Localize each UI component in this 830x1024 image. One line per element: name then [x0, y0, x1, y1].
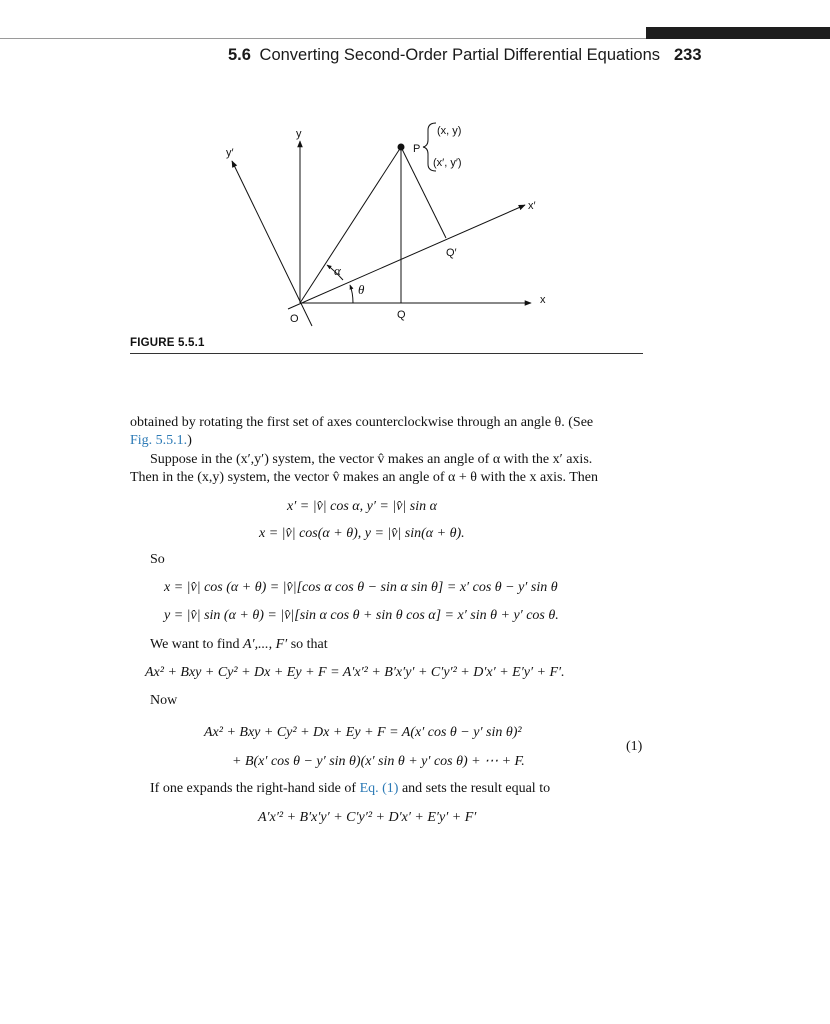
equation-d: y = |v̂| sin (α + θ) = |v̂|[sin α cos θ + sin θ cos α] = x′ sin θ + y′ cos θ.	[164, 608, 559, 623]
theta-arc	[350, 285, 353, 303]
equation-number: (1)	[626, 739, 643, 754]
point-p	[398, 144, 405, 151]
equation-f-line1: Ax² + Bxy + Cy² + Dx + Ey + F = A(x′ cos θ − y′ sin θ)²	[204, 725, 522, 740]
label-coords-xy-prime: (x′, y′)	[433, 157, 462, 169]
label-theta: θ	[358, 282, 365, 297]
label-x-prime: x′	[528, 200, 536, 212]
expand-post: and sets the result equal to	[401, 781, 551, 796]
para2-line1: Suppose in the (x′,y′) system, the vector v̂ makes an angle of α with the x′ axis.	[150, 452, 593, 467]
rotation-figure	[0, 0, 830, 340]
label-origin: O	[290, 313, 299, 325]
label-q-prime: Q′	[446, 247, 457, 259]
expand-line	[150, 780, 550, 798]
equation-c: x = |v̂| cos (α + θ) = |v̂|[cos α cos θ − sin α sin θ] = x′ cos θ − y′ sin θ	[164, 580, 558, 595]
figure-caption: FIGURE 5.5.1	[130, 337, 205, 349]
label-coords-xy: (x, y)	[437, 125, 462, 137]
para2-line2: Then in the (x,y) system, the vector v̂ makes an angle of α + θ with the x axis. Then	[130, 470, 599, 485]
equation-link[interactable]: Eq. (1)	[359, 781, 399, 796]
figure-link[interactable]: Fig. 5.5.1.	[130, 433, 188, 448]
equation-e-rhs: = A′x′² + B′x′y′ + C′y′² + D′x′ + E′y′ + F′.	[330, 665, 565, 680]
label-alpha: α	[334, 263, 341, 278]
now-word: Now	[150, 693, 178, 708]
caption-rule	[130, 353, 643, 354]
so-word: So	[150, 552, 165, 567]
equation-e-lhs: Ax² + Bxy + Cy² + Dx + Ey + F	[145, 665, 327, 680]
want-post: so that	[290, 637, 328, 652]
section-title: Converting Second-Order Partial Differential Equations	[259, 46, 661, 64]
label-q: Q	[397, 309, 406, 321]
want-vars: A′,..., F′	[242, 637, 288, 652]
equation-f-line2: + B(x′ cos θ − y′ sin θ)(x′ sin θ + y′ cos θ) + ⋯ + F.	[232, 754, 525, 769]
para1-end: )	[187, 433, 192, 448]
label-y: y	[296, 128, 302, 140]
para1-line2	[130, 432, 192, 450]
label-y-prime: y′	[226, 147, 234, 159]
x-prime-axis	[288, 205, 525, 309]
equation-a: x′ = |v̂| cos α, y′ = |v̂| sin α	[287, 499, 437, 514]
page-number: 233	[674, 46, 702, 64]
segment-op	[300, 147, 401, 303]
want-pre: We want to find	[150, 637, 240, 652]
equation-e	[145, 665, 565, 681]
label-p: P	[413, 143, 421, 155]
expand-pre: If one expands the right-hand side of	[150, 781, 357, 796]
equation-b: x = |v̂| cos(α + θ), y = |v̂| sin(α + θ).	[259, 526, 465, 541]
para1-line1: obtained by rotating the first set of axes counterclockwise through an angle θ. (See	[130, 415, 594, 430]
label-x: x	[540, 294, 546, 306]
equation-g: A′x′² + B′x′y′ + C′y′² + D′x′ + E′y′ + F′	[258, 810, 477, 825]
section-number: 5.6	[228, 46, 251, 64]
want-line	[150, 636, 328, 654]
